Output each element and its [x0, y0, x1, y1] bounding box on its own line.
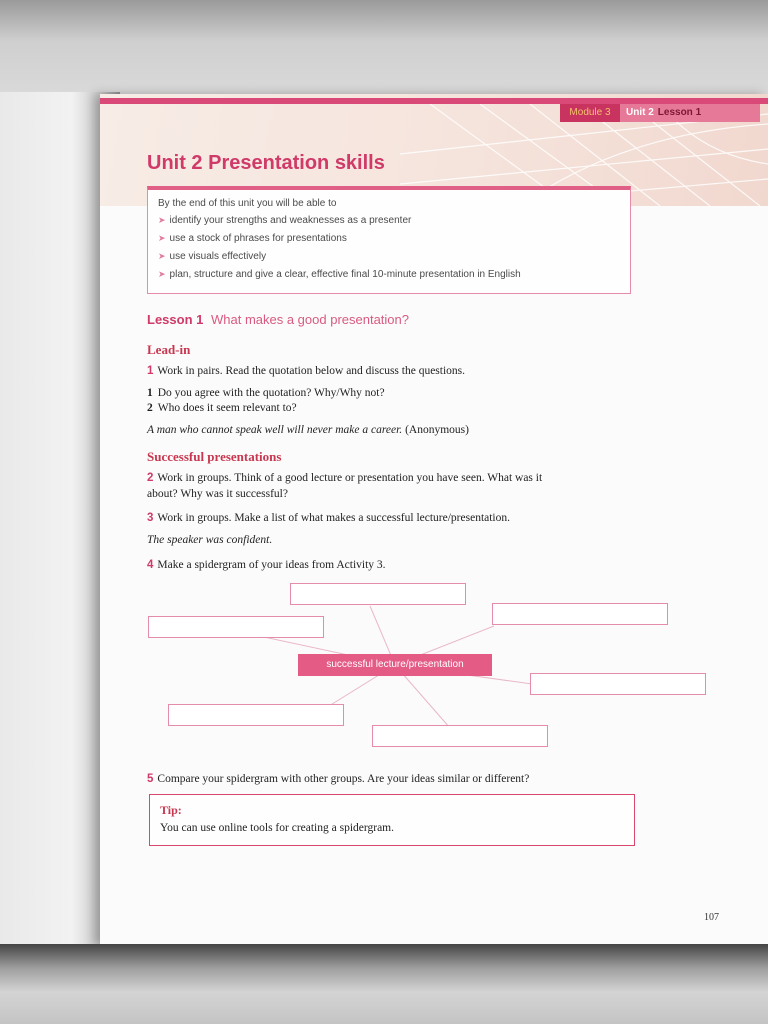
question-text: Who does it seem relevant to? — [157, 402, 297, 414]
lesson-title: What makes a good presentation? — [210, 312, 409, 327]
arrow-icon: ➤ — [158, 233, 166, 243]
arrow-icon: ➤ — [158, 269, 166, 279]
quote-source: (Anonymous) — [405, 424, 469, 436]
activity-text: Work in groups. Think of a good lecture or presentation you have seen. What was it — [157, 472, 543, 484]
tip-text: You can use online tools for creating a spidergram. — [160, 822, 394, 834]
lesson-label: Lesson 1 — [147, 312, 204, 327]
spidergram-blank-box[interactable] — [492, 603, 668, 625]
page-number: 107 — [704, 912, 719, 923]
objective-item — [158, 231, 630, 249]
tip-box — [149, 794, 635, 846]
successful-presentations-heading: Successful presentations — [147, 449, 282, 464]
activity-1 — [147, 363, 465, 379]
spidergram-blank-box[interactable] — [148, 616, 324, 638]
activity-text: Work in pairs. Read the quotation below and discuss the questions. — [157, 365, 466, 377]
activity-number: 5 — [147, 773, 154, 785]
objective-text: identify your strengths and weaknesses as a presenter — [169, 215, 412, 226]
objective-item — [158, 267, 630, 285]
spidergram-blank-box[interactable] — [372, 725, 548, 747]
activity-number: 3 — [147, 512, 154, 524]
activity-number: 4 — [147, 559, 154, 571]
objective-item — [158, 213, 630, 231]
question-number: 1 — [147, 387, 153, 399]
activity-3 — [147, 510, 510, 526]
arrow-icon: ➤ — [158, 215, 166, 225]
spidergram-blank-box[interactable] — [290, 583, 466, 605]
tip-label: Tip: — [160, 803, 182, 817]
question-2 — [147, 400, 297, 416]
activity-2 — [147, 470, 542, 486]
textbook-page — [100, 94, 768, 946]
objective-item — [158, 249, 630, 267]
activity-text: Make a spidergram of your ideas from Activity 3. — [157, 559, 386, 571]
unit-lesson-tab — [620, 104, 760, 122]
activity-2-continued: about? Why was it successful? — [147, 488, 288, 500]
quotation — [147, 422, 469, 438]
spidergram-center: successful lecture/presentation — [298, 654, 492, 676]
spidergram-blank-box[interactable] — [168, 704, 344, 726]
activity-5 — [147, 771, 529, 787]
objective-text: use a stock of phrases for presentations — [169, 233, 347, 244]
unit-tab-label: Unit 2 — [626, 107, 654, 118]
question-number: 2 — [147, 402, 153, 414]
example-sentence: The speaker was confident. — [147, 534, 273, 546]
activity-4 — [147, 557, 386, 573]
question-1 — [147, 385, 385, 401]
question-text: Do you agree with the quotation? Why/Why not? — [157, 387, 385, 399]
activity-text: Compare your spidergram with other groups. Are your ideas similar or different? — [157, 773, 530, 785]
activity-number: 1 — [147, 365, 154, 377]
unit-title: Unit 2 Presentation skills — [147, 152, 385, 174]
objectives-box — [147, 186, 631, 294]
quote-text: A man who cannot speak well will never make a career. — [147, 424, 403, 436]
objective-text: use visuals effectively — [169, 251, 267, 262]
objectives-intro: By the end of this unit you will be able to — [158, 198, 337, 209]
activity-number: 2 — [147, 472, 154, 484]
module-tab: Module 3 — [560, 104, 620, 122]
lesson-heading — [147, 312, 409, 327]
spidergram-blank-box[interactable] — [530, 673, 706, 695]
activity-text: Work in groups. Make a list of what makes a successful lecture/presentation. — [157, 512, 511, 524]
bottom-shadow — [0, 944, 768, 1024]
lead-in-heading: Lead-in — [147, 342, 191, 357]
arrow-icon: ➤ — [158, 251, 166, 261]
objective-text: plan, structure and give a clear, effective final 10-minute presentation in English — [169, 269, 521, 280]
lesson-tab-label: Lesson 1 — [657, 107, 702, 118]
